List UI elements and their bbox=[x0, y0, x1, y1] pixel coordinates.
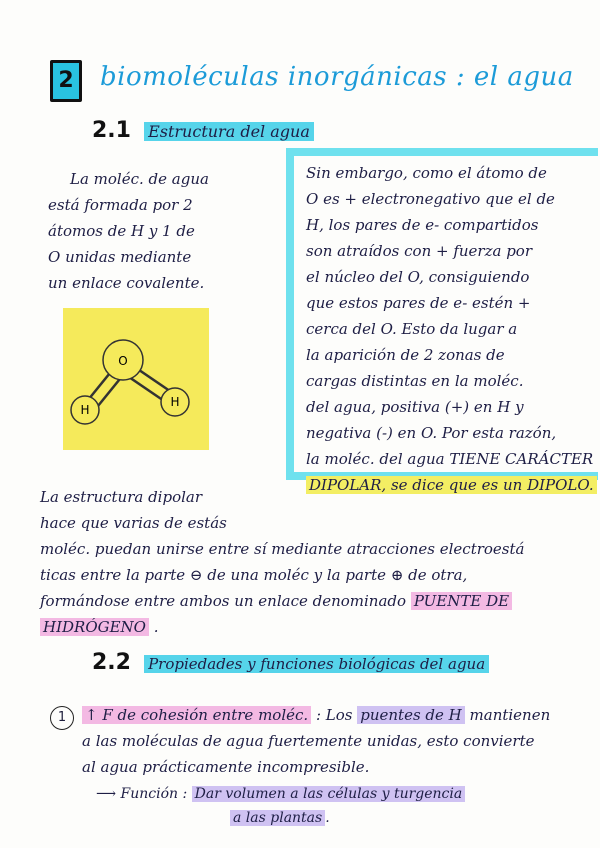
section-number: 2.1 bbox=[92, 118, 131, 143]
bond-name-highlight: PUENTE DE bbox=[411, 592, 512, 610]
text-line bbox=[40, 588, 524, 614]
text-fragment: : Los bbox=[315, 706, 353, 724]
bond-name-highlight: HIDRÓGENO bbox=[40, 618, 149, 636]
section-title: Propiedades y funciones biológicas del agua bbox=[144, 655, 489, 673]
text-line: La estructura dipolar bbox=[40, 488, 203, 506]
text-line: hace que varias de estás bbox=[40, 514, 227, 532]
text-line: átomos de H y 1 de bbox=[48, 222, 195, 240]
text-line: H, los pares de e- compartidos bbox=[306, 216, 539, 234]
section-heading-2-2 bbox=[92, 650, 489, 675]
dipole-highlight: DIPOLAR, se dice que es un DIPOLO. bbox=[306, 476, 597, 494]
dipole-paragraph bbox=[40, 484, 524, 640]
text-fragment: mantienen bbox=[469, 706, 551, 724]
text-line: Sin embargo, como el átomo de bbox=[306, 164, 547, 182]
term-highlight: puentes de H bbox=[357, 706, 465, 724]
text-line: O es + electronegativo que el de bbox=[306, 190, 555, 208]
page-title: biomoléculas inorgánicas : el agua bbox=[100, 62, 574, 92]
text-line: ticas entre la parte ⊖ de una moléc y la parte ⊕ de otra, bbox=[40, 566, 468, 584]
text-line: La moléc. de agua bbox=[70, 170, 209, 188]
left-paragraph bbox=[48, 166, 209, 296]
box-paragraph bbox=[306, 160, 597, 498]
section-number-box: 2 bbox=[50, 60, 82, 102]
arrow-icon: ⟶ bbox=[96, 786, 117, 802]
section-heading-2-1 bbox=[92, 118, 314, 143]
text-line: un enlace covalente. bbox=[48, 274, 205, 292]
oxygen-label: O bbox=[118, 354, 128, 368]
water-molecule-drawing bbox=[63, 308, 209, 450]
text-line: O unidas mediante bbox=[48, 248, 192, 266]
text-line: cerca del O. Esto da lugar a bbox=[306, 320, 518, 338]
function-label: Función : bbox=[120, 786, 188, 802]
text-line: cargas distintas en la moléc. bbox=[306, 372, 524, 390]
hydrogen-label: H bbox=[80, 403, 90, 417]
text-line: negativa (-) en O. Por esta razón, bbox=[306, 424, 557, 442]
sticky-note bbox=[63, 308, 209, 450]
text-line: HIDRÓGENO . bbox=[40, 614, 524, 640]
text-line: que estos pares de e- estén + bbox=[306, 294, 531, 312]
text-fragment: formándose entre ambos un enlace denominado bbox=[40, 592, 407, 610]
text-line: la moléc. del agua TIENE CARÁCTER bbox=[306, 450, 594, 468]
function-highlight: Dar volumen a las células y turgencia bbox=[192, 786, 466, 802]
text-line: del agua, positiva (+) en H y bbox=[306, 398, 524, 416]
text-line: está formada por 2 bbox=[48, 196, 193, 214]
text-line: son atraídos con + fuerza por bbox=[306, 242, 533, 260]
text-line bbox=[82, 702, 550, 728]
item-paragraph bbox=[82, 702, 550, 728]
text-line: moléc. puedan unirse entre sí mediante atracciones electroestá bbox=[40, 540, 525, 558]
text-line: la aparición de 2 zonas de bbox=[306, 346, 505, 364]
text-line: el núcleo del O, consiguiendo bbox=[306, 268, 530, 286]
function-highlight: a las plantas bbox=[230, 810, 325, 826]
section-title: Estructura del agua bbox=[144, 122, 314, 141]
item-title-highlight: ↑ F de cohesión entre moléc. bbox=[82, 706, 311, 724]
item-continuation bbox=[82, 728, 535, 780]
function-row-continuation: a las plantas . bbox=[230, 810, 330, 826]
hydrogen-label: H bbox=[170, 395, 180, 409]
function-row bbox=[96, 786, 465, 802]
item-number-circle: 1 bbox=[50, 706, 74, 730]
section-number: 2.2 bbox=[92, 650, 131, 675]
text-line: a las moléculas de agua fuertemente unidas, esto convierte bbox=[82, 732, 535, 750]
text-line: al agua prácticamente incompresible. bbox=[82, 758, 370, 776]
